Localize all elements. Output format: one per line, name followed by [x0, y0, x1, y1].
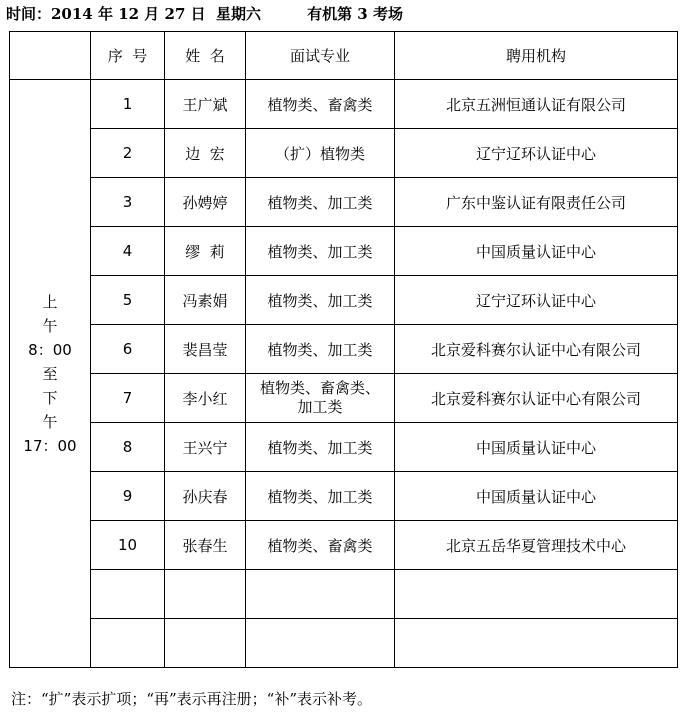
empty-cell [91, 570, 165, 619]
empty-cell [395, 619, 678, 668]
cell-major: 植物类、加工类 [246, 423, 395, 472]
table-header-row [10, 32, 678, 80]
cell-major: 植物类、畜禽类、 加工类 [246, 374, 395, 423]
cell-number: 7 [91, 374, 165, 423]
empty-row [10, 570, 678, 619]
table-row [10, 129, 678, 178]
cell-number: 9 [91, 472, 165, 521]
cell-number: 6 [91, 325, 165, 374]
cell-major: 植物类、加工类 [246, 325, 395, 374]
cell-name: 王兴宁 [165, 423, 246, 472]
cell-org: 北京爱科赛尔认证中心有限公司 [395, 325, 678, 374]
empty-cell [246, 619, 395, 668]
cell-name: 李小红 [165, 374, 246, 423]
cell-name: 孙庆春 [165, 472, 246, 521]
empty-cell [165, 619, 246, 668]
table-row [10, 80, 678, 129]
table-row [10, 423, 678, 472]
cell-major: 植物类、加工类 [246, 178, 395, 227]
empty-cell [246, 570, 395, 619]
cell-org: 中国质量认证中心 [395, 423, 678, 472]
header-name: 姓 名 [165, 32, 246, 80]
cell-major: 植物类、加工类 [246, 227, 395, 276]
cell-org: 辽宁辽环认证中心 [395, 129, 678, 178]
table-row [10, 472, 678, 521]
cell-number: 2 [91, 129, 165, 178]
cell-org: 北京五岳华夏管理技术中心 [395, 521, 678, 570]
cell-name: 裴昌莹 [165, 325, 246, 374]
cell-number: 10 [91, 521, 165, 570]
cell-number: 8 [91, 423, 165, 472]
table-row [10, 227, 678, 276]
cell-org: 辽宁辽环认证中心 [395, 276, 678, 325]
exam-room: 有机第 3 考场 [307, 5, 403, 23]
header-major: 面试专业 [246, 32, 395, 80]
cell-major: 植物类、畜禽类 [246, 521, 395, 570]
table-row [10, 374, 678, 423]
cell-number: 1 [91, 80, 165, 129]
table-row [10, 276, 678, 325]
header-time [10, 32, 91, 80]
cell-number: 3 [91, 178, 165, 227]
cell-number: 5 [91, 276, 165, 325]
cell-name: 冯素娟 [165, 276, 246, 325]
header-org: 聘用机构 [395, 32, 678, 80]
cell-org: 中国质量认证中心 [395, 472, 678, 521]
exam-date: 时间：2014 年 12 月 27 日 星期六 [6, 5, 262, 23]
cell-number: 4 [91, 227, 165, 276]
cell-org: 广东中鉴认证有限责任公司 [395, 178, 678, 227]
empty-cell [395, 570, 678, 619]
table-row [10, 521, 678, 570]
cell-major: （扩）植物类 [246, 129, 395, 178]
empty-cell [165, 570, 246, 619]
footnote: 注：“扩”表示扩项；“再”表示再注册；“补”表示补考。 [11, 690, 373, 708]
table-row [10, 325, 678, 374]
empty-row [10, 619, 678, 668]
cell-name: 边 宏 [165, 129, 246, 178]
cell-org: 北京五洲恒通认证有限公司 [395, 80, 678, 129]
cell-name: 王广斌 [165, 80, 246, 129]
table-row [10, 178, 678, 227]
cell-name: 张春生 [165, 521, 246, 570]
cell-major: 植物类、加工类 [246, 472, 395, 521]
time-slot-cell: 上 午 8：00 至 下 午 17：00 [10, 80, 91, 668]
cell-major: 植物类、加工类 [246, 276, 395, 325]
cell-major: 植物类、畜禽类 [246, 80, 395, 129]
empty-cell [91, 619, 165, 668]
exam-schedule-table [9, 31, 678, 668]
cell-org: 北京爱科赛尔认证中心有限公司 [395, 374, 678, 423]
cell-name: 缪 莉 [165, 227, 246, 276]
cell-org: 中国质量认证中心 [395, 227, 678, 276]
header-number: 序 号 [91, 32, 165, 80]
exam-header [6, 3, 403, 24]
cell-name: 孙娉婷 [165, 178, 246, 227]
